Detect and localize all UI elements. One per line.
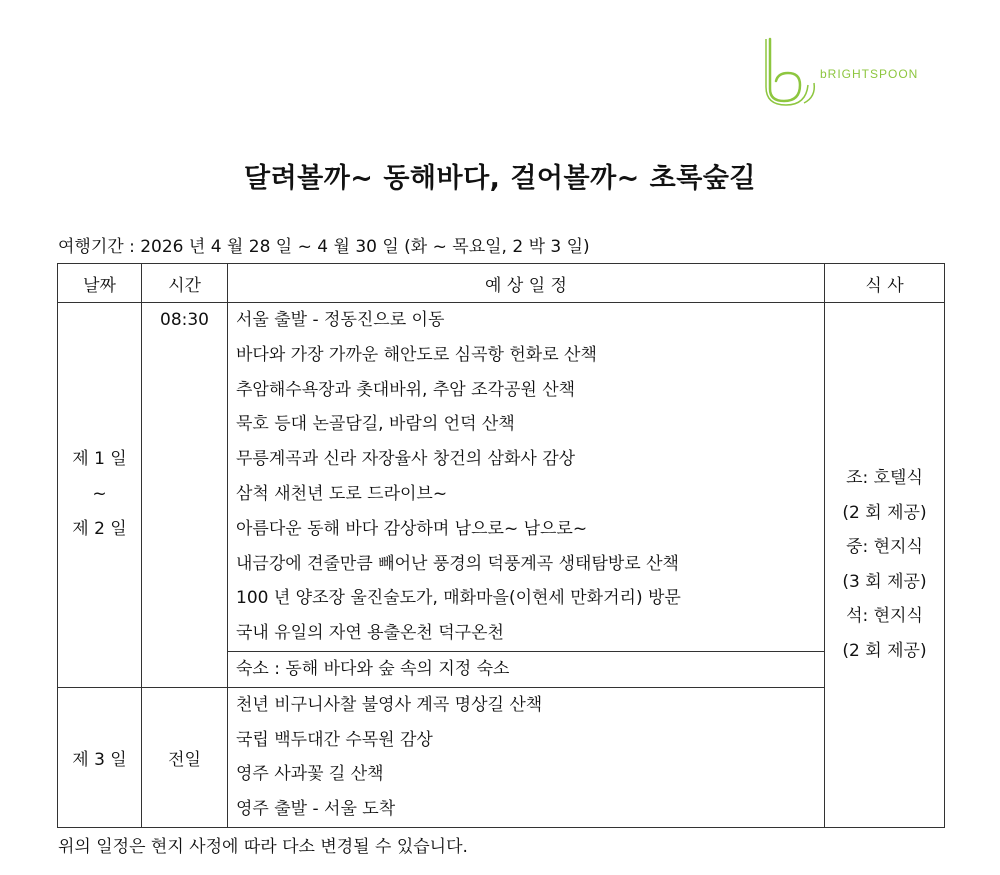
schedule-item: 바다와 가장 가까운 해안도로 심곡항 헌화로 산책 (236, 344, 597, 365)
day12-date-end: 제 2 일 (72, 519, 127, 540)
schedule-item: 아름다운 동해 바다 감상하며 남으로~ 남으로~ (236, 518, 588, 539)
schedule-item: 국내 유일의 자연 용출온천 덕구온천 (236, 623, 504, 644)
itinerary-table (57, 263, 945, 828)
day3-time: 전일 (142, 687, 228, 827)
logo-b-mark (762, 37, 822, 107)
brand-logo (762, 37, 952, 107)
day12-schedule-cell (228, 303, 825, 652)
meal-lunch: 중: 현지식 (846, 537, 923, 558)
schedule-item: 영주 출발 - 서울 도착 (236, 799, 396, 820)
schedule-item: 서울 출발 - 정동진으로 이동 (236, 310, 445, 330)
schedule-item: 영주 사과꽃 길 산책 (236, 764, 384, 785)
header-schedule: 예 상 일 정 (228, 264, 825, 303)
day12-time-cell (142, 303, 228, 688)
day12-row (58, 303, 945, 652)
logo-wordmark: bRIGHTSPOON (820, 67, 919, 81)
meal-dinner: 석: 현지식 (846, 606, 923, 627)
header-time: 시간 (142, 264, 228, 303)
header-date: 날짜 (58, 264, 142, 303)
travel-period: 여행기간 : 2026 년 4 월 28 일 ~ 4 월 30 일 (화 ~ 목요일, 2 박 3 일) (58, 237, 590, 257)
schedule-item: 무릉계곡과 신라 자장율사 창건의 삼화사 감상 (236, 449, 576, 470)
meal-breakfast: 조: 호텔식 (846, 468, 923, 489)
schedule-item: 100 년 양조장 울진술도가, 매화마을(이현세 만화거리) 방문 (236, 588, 681, 609)
footer-note: 위의 일정은 현지 사정에 따라 다소 변경될 수 있습니다. (58, 837, 468, 857)
day12-date-cell (58, 303, 142, 688)
meal-dinner-count: (2 회 제공) (842, 640, 927, 661)
schedule-item: 삼척 새천년 도로 드라이브~ (236, 483, 448, 504)
page-title: 달려볼까~ 동해바다, 걸어볼까~ 초록숲길 (243, 163, 756, 194)
header-row (58, 264, 945, 303)
schedule-item: 내금강에 견줄만큼 빼어난 풍경의 덕풍계곡 생태탐방로 산책 (236, 553, 679, 574)
day3-row (58, 687, 945, 827)
schedule-item: 묵호 등대 논골담길, 바람의 언덕 산책 (236, 414, 515, 435)
day3-date: 제 3 일 (58, 687, 142, 827)
day12-time: 08:30 (160, 310, 209, 330)
meals-cell (825, 303, 945, 828)
lodging-cell (228, 651, 825, 687)
meal-breakfast-count: (2 회 제공) (842, 502, 927, 523)
schedule-item: 추암해수욕장과 촛대바위, 추암 조각공원 산책 (236, 379, 576, 400)
header-meals: 식 사 (825, 264, 945, 303)
day12-date-tilde: ~ (92, 484, 107, 505)
day3-schedule-cell (228, 687, 825, 827)
meal-lunch-count: (3 회 제공) (842, 571, 927, 592)
day12-date-start: 제 1 일 (72, 449, 127, 470)
schedule-item: 국립 백두대간 수목원 감상 (236, 729, 433, 750)
lodging-text: 숙소 : 동해 바다와 숲 속의 지정 숙소 (236, 658, 510, 679)
schedule-item: 천년 비구니사찰 불영사 계곡 명상길 산책 (236, 694, 543, 715)
